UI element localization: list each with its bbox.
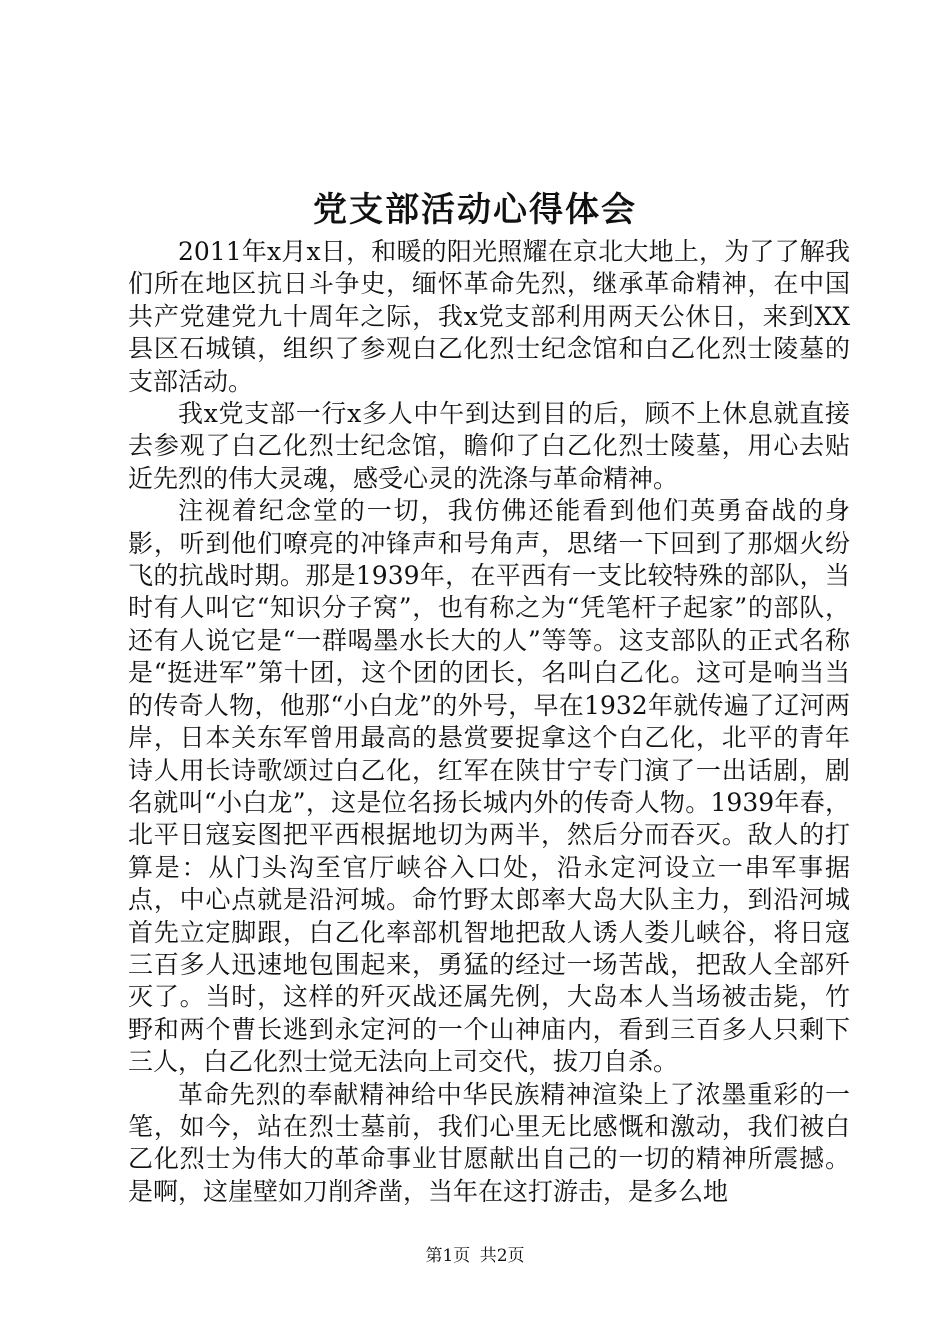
paragraph-3: 注视着纪念堂的一切，我仿佛还能看到他们英勇奋战的身影，听到他们嘹亮的冲锋声和号角声，思绪一下回到了那烟火纷飞的抗战时期。那是1939年，在平西有一支比较特殊的部队，当时有人叫它“知识分子窝”，也有称之为“凭笔杆子起家”的部队，还有人说它是“一群喝墨水长大的人”等等。这支部队的正式名称是“挺进军”第十团，这个团的团长，名叫白乙化。这可是响当当的传奇人物，他那“小白龙”的外号，早在1932年就传遍了辽河两岸，日本关东军曾用最高的悬赏要捉拿这个白乙化，北平的青年诗人用长诗歌颂过白乙化，红军在陕甘宁专门演了一出话剧，剧名就叫“小白龙”，这是位名扬长城内外的传奇人物。1939年春，北平日寇妄图把平西根据地切为两半，然后分而吞灭。敌人的打算是：从门头沟至官厅峡谷入口处，沿永定河设立一串军事据点，中心点就是沿河城。命竹野太郎率大岛大队主力，到沿河城首先立定脚跟，白乙化率部机智地把敌人诱人娄儿峡谷，将日寇三百多人迅速地包围起来，勇猛的经过一场苦战，把敌人全部歼灭了。当时，这样的歼灭战还属先例，大岛本人当场被击毙，竹野和两个曹长逃到永定河的一个山神庙内，看到三百多人只剩下三人，白乙化烈士觉无法向上司交代，拔刀自杀。 <box>128 496 850 1077</box>
document-body <box>128 236 850 1208</box>
page-footer <box>0 1244 950 1268</box>
document-title: 党支部活动心得体会 <box>313 190 637 230</box>
page-number: 第1页 <box>425 1246 471 1266</box>
paragraph-1: 2011年x月x日，和暖的阳光照耀在京北大地上，为了了解我们所在地区抗日斗争史，缅怀革命先烈，继承革命精神，在中国共产党建党九十周年之际，我x党支部利用两天公休日，来到XX县区石城镇，组织了参观白乙化烈士纪念馆和白乙化烈士陵墓的支部活动。 <box>128 237 850 396</box>
paragraph-4: 革命先烈的奉献精神给中华民族精神渲染上了浓墨重彩的一笔，如今，站在烈士墓前，我们心里无比感慨和激动，我们被白乙化烈士为伟大的革命事业甘愿献出自己的一切的精神所震撼。是啊，这崖壁如刀削斧凿，当年在这打游击，是多么地 <box>128 1079 850 1206</box>
page-total: 共2页 <box>479 1246 525 1266</box>
paragraph-2: 我x党支部一行x多人中午到达到目的后，顾不上休息就直接去参观了白乙化烈士纪念馆，瞻仰了白乙化烈士陵墓，用心去贴近先烈的伟大灵魂，感受心灵的洗涤与革命精神。 <box>128 399 850 493</box>
